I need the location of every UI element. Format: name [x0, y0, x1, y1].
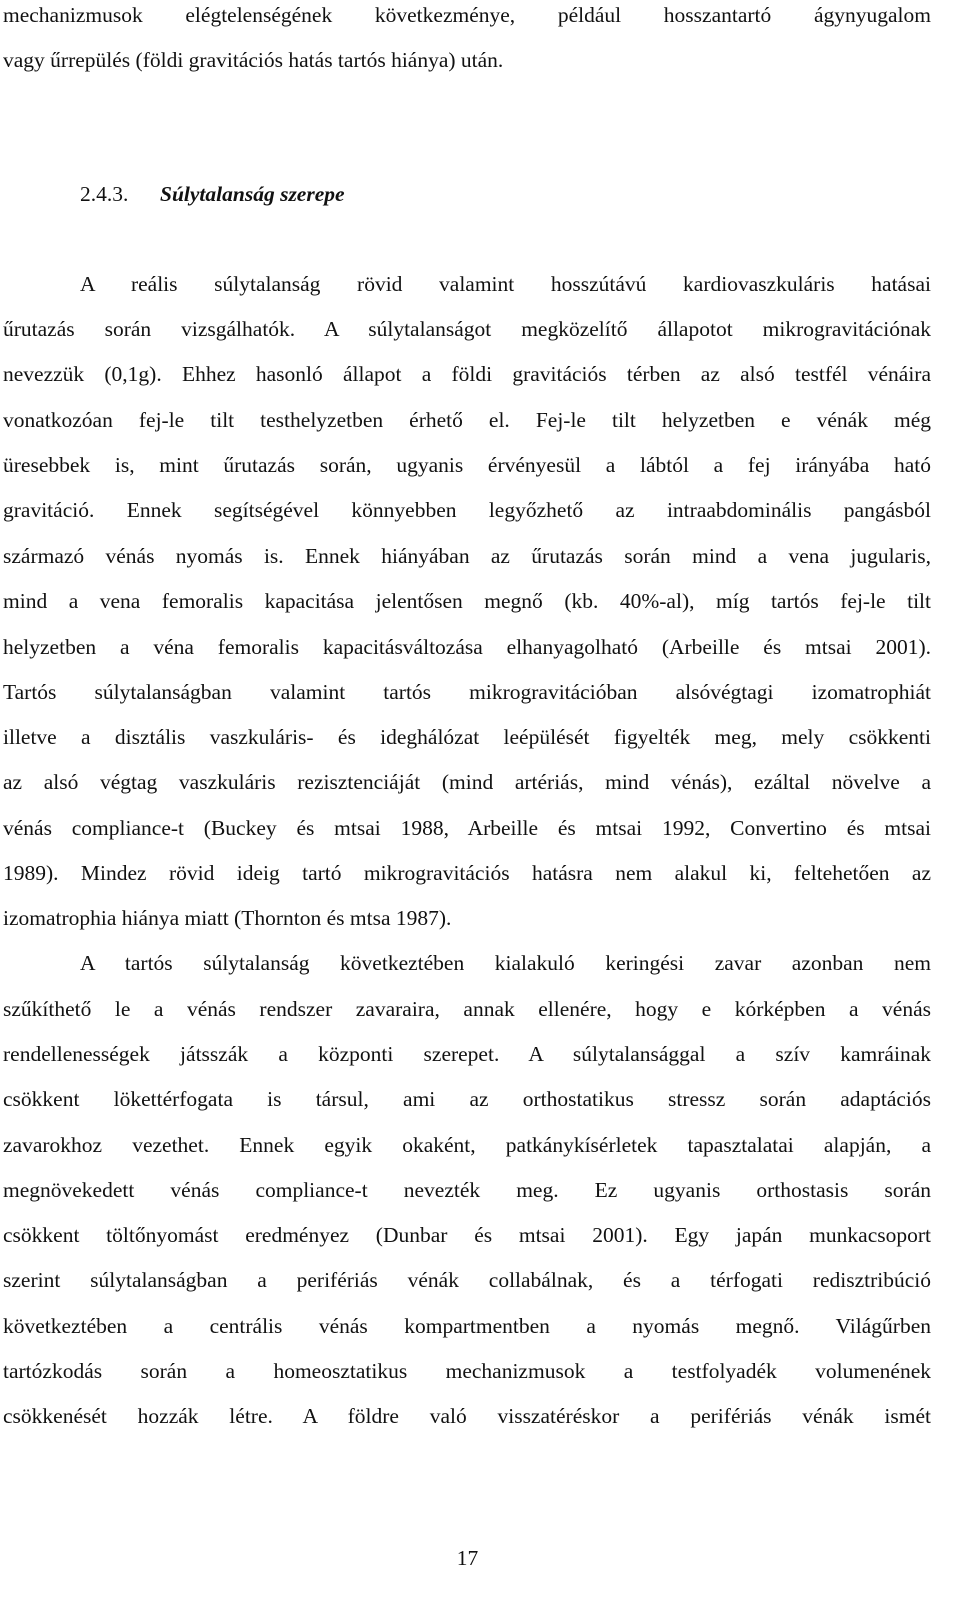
text-line: zavarokhoz vezethet. Ennek egyik okaként, patkánykísérletek tapasztalatai alapján, a [3, 1133, 931, 1157]
text-line: A reális súlytalanság rövid valamint hosszútávú kardiovaszkuláris hatásai [80, 272, 931, 296]
text-line: helyzetben a véna femoralis kapacitásváltozása elhanyagolható (Arbeille és mtsai 2001). [3, 635, 931, 659]
text-line: vagy űrrepülés (földi gravitációs hatás tartós hiánya) után. [3, 48, 504, 72]
text-line: szerint súlytalanságban a perifériás vénák collabálnak, és a térfogati redisztribúció [3, 1268, 931, 1292]
text-line: illetve a disztális vaszkuláris- és ideghálózat leépülését figyelték meg, mely csökkenti [3, 725, 931, 749]
text-line: származó vénás nyomás is. Ennek hiányában az űrutazás során mind a vena jugularis, [3, 544, 931, 568]
section-heading [80, 179, 345, 209]
text-line: az alsó végtag vaszkuláris rezisztenciáját (mind artériás, mind vénás), ezáltal növelve a [3, 770, 931, 794]
text-line: vonatkozóan fej-le tilt testhelyzetben érhető el. Fej-le tilt helyzetben e vénák még [3, 408, 931, 432]
text-line: csökkent lökettérfogata is társul, ami az orthostatikus stressz során adaptációs [3, 1087, 931, 1111]
text-line: szűkíthető le a vénás rendszer zavaraira, annak ellenére, hogy e kórképben a vénás [3, 997, 931, 1021]
text-line: csökkenését hozzák létre. A földre való visszatéréskor a perifériás vénák ismét [3, 1404, 931, 1428]
text-line: következtében a centrális vénás kompartmentben a nyomás megnő. Világűrben [3, 1314, 931, 1338]
text-line: megnövekedett vénás compliance-t nevezték meg. Ez ugyanis orthostasis során [3, 1178, 931, 1202]
section-title: Súlytalanság szerepe [160, 182, 345, 206]
text-line: 1989). Mindez rövid ideig tartó mikrogravitációs hatásra nem alakul ki, feltehetően az [3, 861, 931, 885]
text-line: tartózkodás során a homeosztatikus mechanizmusok a testfolyadék volumenének [3, 1359, 931, 1383]
text-line: Tartós súlytalanságban valamint tartós mikrogravitációban alsóvégtagi izomatrophiát [3, 680, 931, 704]
text-line: nevezzük (0,1g). Ehhez hasonló állapot a földi gravitációs térben az alsó testfél vénáira [3, 362, 931, 386]
text-line: űrutazás során vizsgálhatók. A súlytalanságot megközelítő állapotot mikrogravitációnak [3, 317, 931, 341]
text-line: gravitáció. Ennek segítségével könnyebben legyőzhető az intraabdominális pangásból [3, 498, 931, 522]
text-line: izomatrophia hiánya miatt (Thornton és mtsa 1987). [3, 906, 452, 930]
text-line: mechanizmusok elégtelenségének következménye, például hosszantartó ágynyugalom [3, 3, 931, 27]
text-line: mind a vena femoralis kapacitása jelentősen megnő (kb. 40%-al), míg tartós fej-le tilt [3, 589, 931, 613]
text-line: csökkent töltőnyomást eredményez (Dunbar és mtsai 2001). Egy japán munkacsoport [3, 1223, 931, 1247]
page-number: 17 [456, 1546, 479, 1570]
text-line: vénás compliance-t (Buckey és mtsai 1988, Arbeille és mtsai 1992, Convertino és mtsai [3, 816, 931, 840]
text-line: A tartós súlytalanság következtében kialakuló keringési zavar azonban nem [80, 951, 931, 975]
text-line: rendellenességek játsszák a központi szerepet. A súlytalansággal a szív kamráinak [3, 1042, 931, 1066]
section-number: 2.4.3. [80, 182, 129, 206]
text-line: üresebbek is, mint űrutazás során, ugyanis érvényesül a lábtól a fej irányába ható [3, 453, 931, 477]
